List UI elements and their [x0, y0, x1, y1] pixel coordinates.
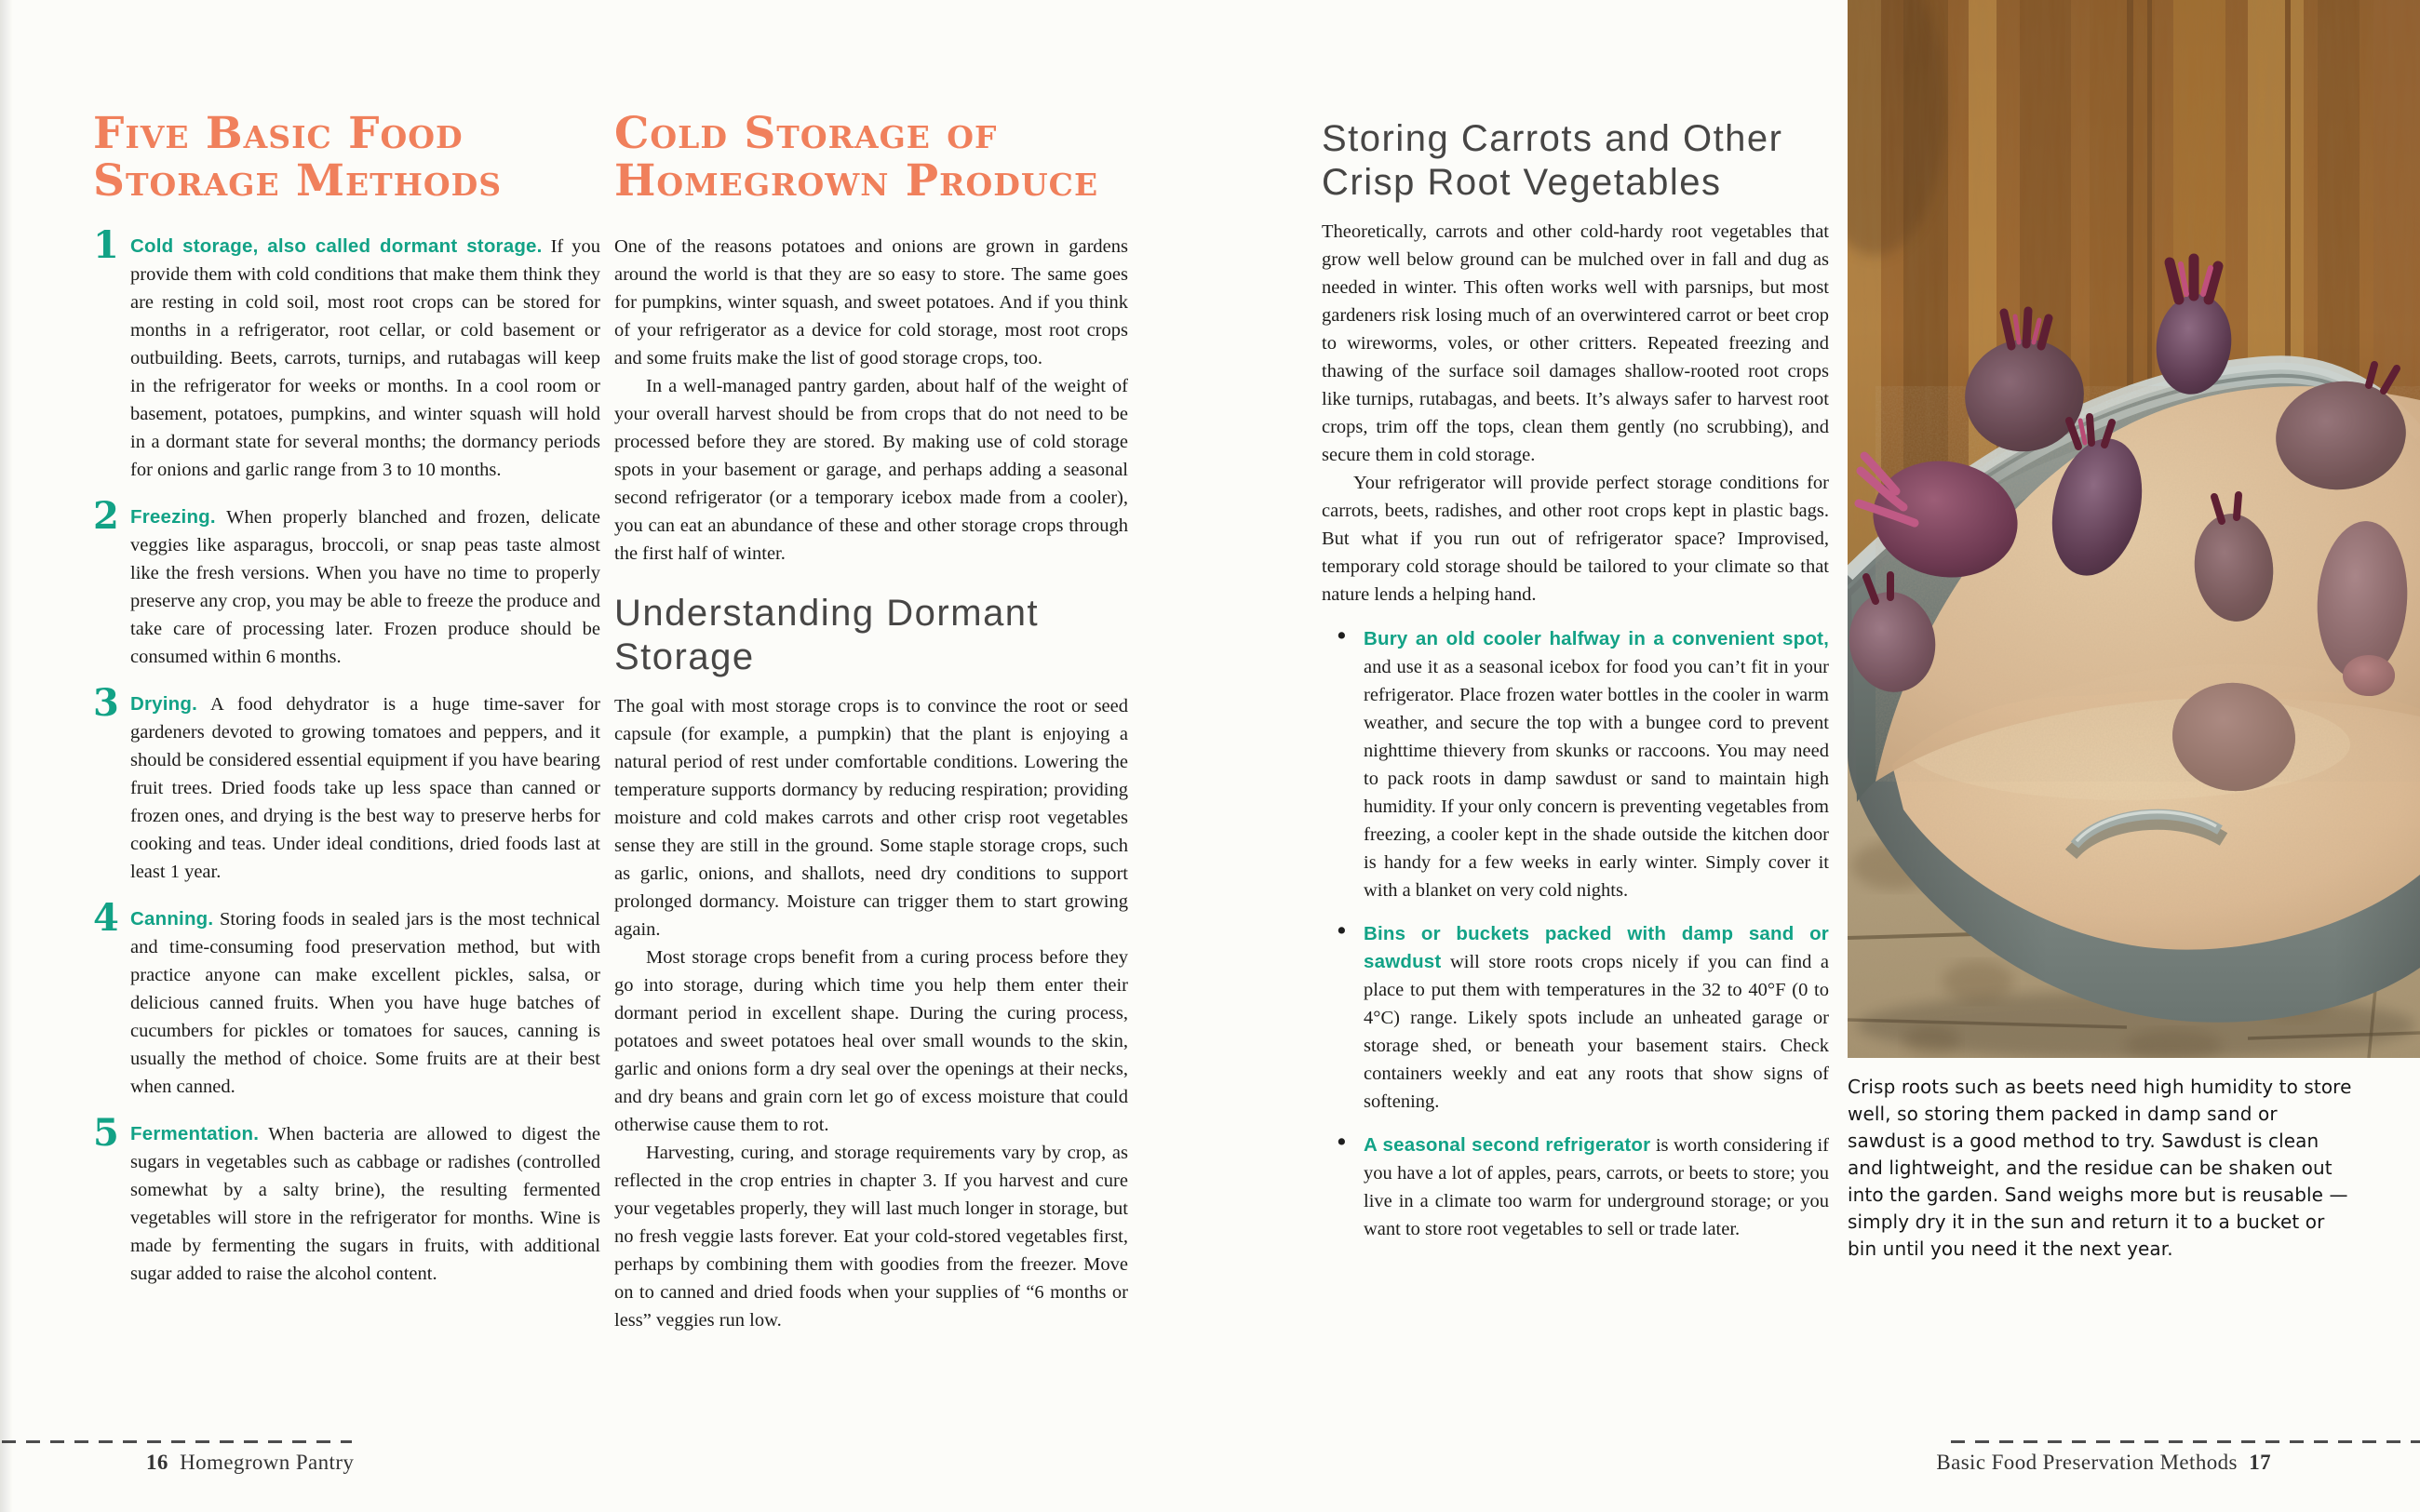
- footer-dashed-rule-right: [1951, 1440, 2420, 1443]
- item-body: When properly blanched and frozen, delicate veggies like asparagus, broccoli, or snap peas taste almost like the fresh versions. When you have no time to properly preserve any crop, you may be able to freeze the produce and take care of processing later. Frozen produce should be consumed within 6 months.: [130, 507, 600, 667]
- section-title-five-basic-food-storage-methods: Five Basic Food Storage Methods: [93, 108, 503, 207]
- paragraph: Theoretically, carrots and other cold-hardy root vegetables that grow well below ground can be mulched over in fall and dug as needed in winter. This often works well with parsnips, but most gardeners risk losing much of an overwintered carrot or beet crop to wireworms, voles, or other critters. Repeated freezing and thawing of the surface soil damages shallow-rooted root crops like turnips, rutabagas, and beets. It’s always safer to harvest root crops, trim off the tops, clean them gently (no scrubbing), and secure them in cold storage.: [1322, 221, 1829, 465]
- bullet-item-second-refrigerator: [1322, 1131, 1829, 1243]
- book-title: Homegrown Pantry: [180, 1451, 355, 1474]
- footer-left: [146, 1451, 354, 1475]
- bullet-lead: Bury an old cooler halfway in a convenient spot,: [1364, 628, 1829, 649]
- right-column: [1322, 117, 1829, 1259]
- item-lead: Fermentation.: [130, 1123, 260, 1144]
- footer-dashed-rule-left: [2, 1440, 352, 1443]
- item-body: When bacteria are allowed to digest the sugars in vegetables such as cabbage or radishes (controlled somewhat by a salty brine), the resulting fermented vegetables will store in the refrigerator for months. Wine is made by fermenting the sugars in fruits, with additional sugar added to raise the alcohol content.: [130, 1124, 600, 1284]
- item-text: [130, 233, 600, 484]
- bullet-item-bury-cooler: [1322, 622, 1829, 904]
- bullet-lead: Bins or buckets packed with damp sand or sawdust: [1364, 923, 1829, 972]
- subsection-title-understanding-dormant-storage: Understanding Dormant Storage: [614, 593, 1040, 677]
- item-body: If you provide them with cold conditions that make them think they are resting in cold soil, most root crops can be stored for months in a refrigerator, root cellar, or cold basement or outbuilding. Beets, carrots, turnips, and rutabagas will keep in the refrigerator for weeks or months. In a cool room or basement, potatoes, pumpkins, and winter squash will hold in a dormant state for several months; the dormancy periods for onions and garlic range from 3 to 10 months.: [130, 236, 601, 480]
- paragraph: Most storage crops benefit from a curing process before they go into storage, during which time you help them enter their dormant period in excellent shape. During the curing process, potatoes and sweet potatoes heal over small wounds to the skin, garlic and onions form a dry seal over the openings at their necks, and dry beans and grain corn let go of excess moisture that could otherwise cause them to rot.: [614, 947, 1128, 1135]
- bullet-item-bins-buckets: [1322, 917, 1830, 1116]
- list-item-cold-storage: [93, 223, 603, 484]
- list-item-canning: [93, 896, 603, 1101]
- footer-right: [1936, 1451, 2271, 1475]
- photo-beets-in-sand-tub: [1848, 0, 2420, 1058]
- item-text: [130, 905, 600, 1101]
- paragraph: Harvesting, curing, and storage requirements vary by crop, as reflected in the crop entries in chapter 3. If you harvest and cure your vegetables properly, they will last much longer in storage, but no fresh veggie lasts forever. Eat your cold-stored vegetables first, perhaps by combining them with goodies from the freezer. Move on to canned and dried foods when your supplies of “6 months or less” veggies run low.: [614, 1143, 1128, 1331]
- left-column: [93, 110, 603, 1307]
- list-item-fermentation: [93, 1111, 603, 1288]
- item-number: 5: [93, 1111, 119, 1155]
- item-text: [130, 1120, 600, 1288]
- item-number: 3: [93, 681, 119, 725]
- item-text: [130, 690, 600, 886]
- subsection-title-storing-carrots: Storing Carrots and Other Crisp Root Vegetables: [1322, 118, 1783, 203]
- bullet-body: will store roots crops nicely if you can find a place to put them with temperatures in the 32 to 40°F (0 to 4°C) range. Likely spots include an unheated garage or storage shed, or beneath your basement stairs. Check containers weekly and eat any roots that show signs of softening.: [1364, 952, 1830, 1112]
- item-text: [130, 503, 600, 671]
- list-item-freezing: [93, 494, 603, 671]
- item-body: A food dehydrator is a huge time-saver for gardeners devoted to growing tomatoes and peppers, and it should be considered essential equipment if you have bearing fruit trees. Dried foods take up less space than canned or frozen ones, and drying is the best way to preserve herbs for cooking and teas. Under ideal conditions, dried foods last at least 1 year.: [130, 694, 600, 882]
- storage-tips-list: [1322, 622, 1830, 1243]
- item-lead: Canning.: [130, 908, 214, 930]
- paragraph: Your refrigerator will provide perfect storage conditions for carrots, beets, radishes, and other root crops kept in plastic bags. But what if you run out of refrigerator space? Improvised, temporary cold storage should be tailored to your climate so that nature lends a helping hand.: [1322, 473, 1829, 605]
- item-lead: Drying.: [130, 693, 198, 715]
- chapter-title: Basic Food Preservation Methods: [1936, 1451, 2238, 1474]
- paragraph: The goal with most storage crops is to convince the root or seed capsule (for example, a pumpkin) that the plant is enjoying a natural period of rest under comfortable conditions. Lowering the temperature supports dormancy by reducing respiration; providing moisture and cold makes carrots and other crisp root vegetables sense they are still in the ground. Some staple storage crops, such as garlic, onions, and shallots, need dry conditions to support prolonged dormancy. Moisture can trigger them to start growing again.: [614, 696, 1128, 940]
- item-lead: Freezing.: [130, 506, 216, 528]
- page-number-right: 17: [2249, 1451, 2271, 1474]
- item-lead: Cold storage, also called dormant storage.: [130, 235, 543, 257]
- numbered-method-list: [93, 223, 603, 1288]
- bullet-icon: •: [1335, 622, 1349, 649]
- paragraph: In a well-managed pantry garden, about half of the weight of your overall harvest should be from crops that do not need to be processed before they are stored. By making use of cold storage spots in your basement or garage, and perhaps adding a seasonal second refrigerator (or a temporary icebox made from a cooler), you can eat an abundance of these and other storage crops through the first half of winter.: [614, 376, 1128, 564]
- item-body: Storing foods in sealed jars is the most technical and time-consuming food preservation method, but with practice anyone can make excellent pickles, salsa, or delicious canned fruits. When you have huge batches of cucumbers for pickles or tomatoes for sauces, canning is usually the method of choice. Some fruits are at their best when canned.: [130, 909, 600, 1097]
- item-number: 2: [93, 494, 119, 538]
- item-number: 4: [93, 896, 119, 940]
- bullet-body: and use it as a seasonal icebox for food you can’t fit in your refrigerator. Place frozen water bottles in the cooler in warm weather, and secure the top with a bungee cord to prevent nighttime thievery from skunks or raccoons. You may need to pack roots in damp sawdust or sand to maintain high humidity. If your only concern is preventing vegetables from freezing, a cooler kept in the shade outside the kitchen door is handy for a few weeks in early winter. Simply cover it with a blanket on very cold nights.: [1364, 657, 1829, 901]
- list-item-drying: [93, 681, 603, 886]
- page-number-left: 16: [146, 1451, 168, 1474]
- bullet-icon: •: [1335, 1129, 1349, 1156]
- photo-caption: Crisp roots such as beets need high humidity to store well, so storing them packed in damp sand or sawdust is a good method to try. Sawdust is clean and lightweight, and the residue can be shaken out into the garden. Sand weighs more but is reusable — simply dry it in the sun and return it to a bucket or bin until you need it the next year.: [1848, 1076, 2352, 1260]
- item-number: 1: [93, 223, 119, 267]
- photo-illustration: [1848, 0, 2420, 1058]
- section-title-cold-storage-of-homegrown-produce: Cold Storage of Homegrown Produce: [614, 108, 1099, 207]
- middle-column: [614, 110, 1128, 1334]
- bullet-body: is worth considering if you have a lot of apples, pears, carrots, or beets to store; you live in a climate too warm for underground storage; or you want to store root vegetables to sell or trade later.: [1364, 1135, 1830, 1239]
- paragraph: One of the reasons potatoes and onions are grown in gardens around the world is that they are so easy to store. The same goes for pumpkins, winter squash, and sweet potatoes. And if you think of your refrigerator as a device for cold storage, most root crops and some fruits make the list of good storage crops, too.: [614, 236, 1128, 368]
- bullet-lead: A seasonal second refrigerator: [1364, 1134, 1651, 1156]
- bullet-icon: •: [1335, 917, 1349, 944]
